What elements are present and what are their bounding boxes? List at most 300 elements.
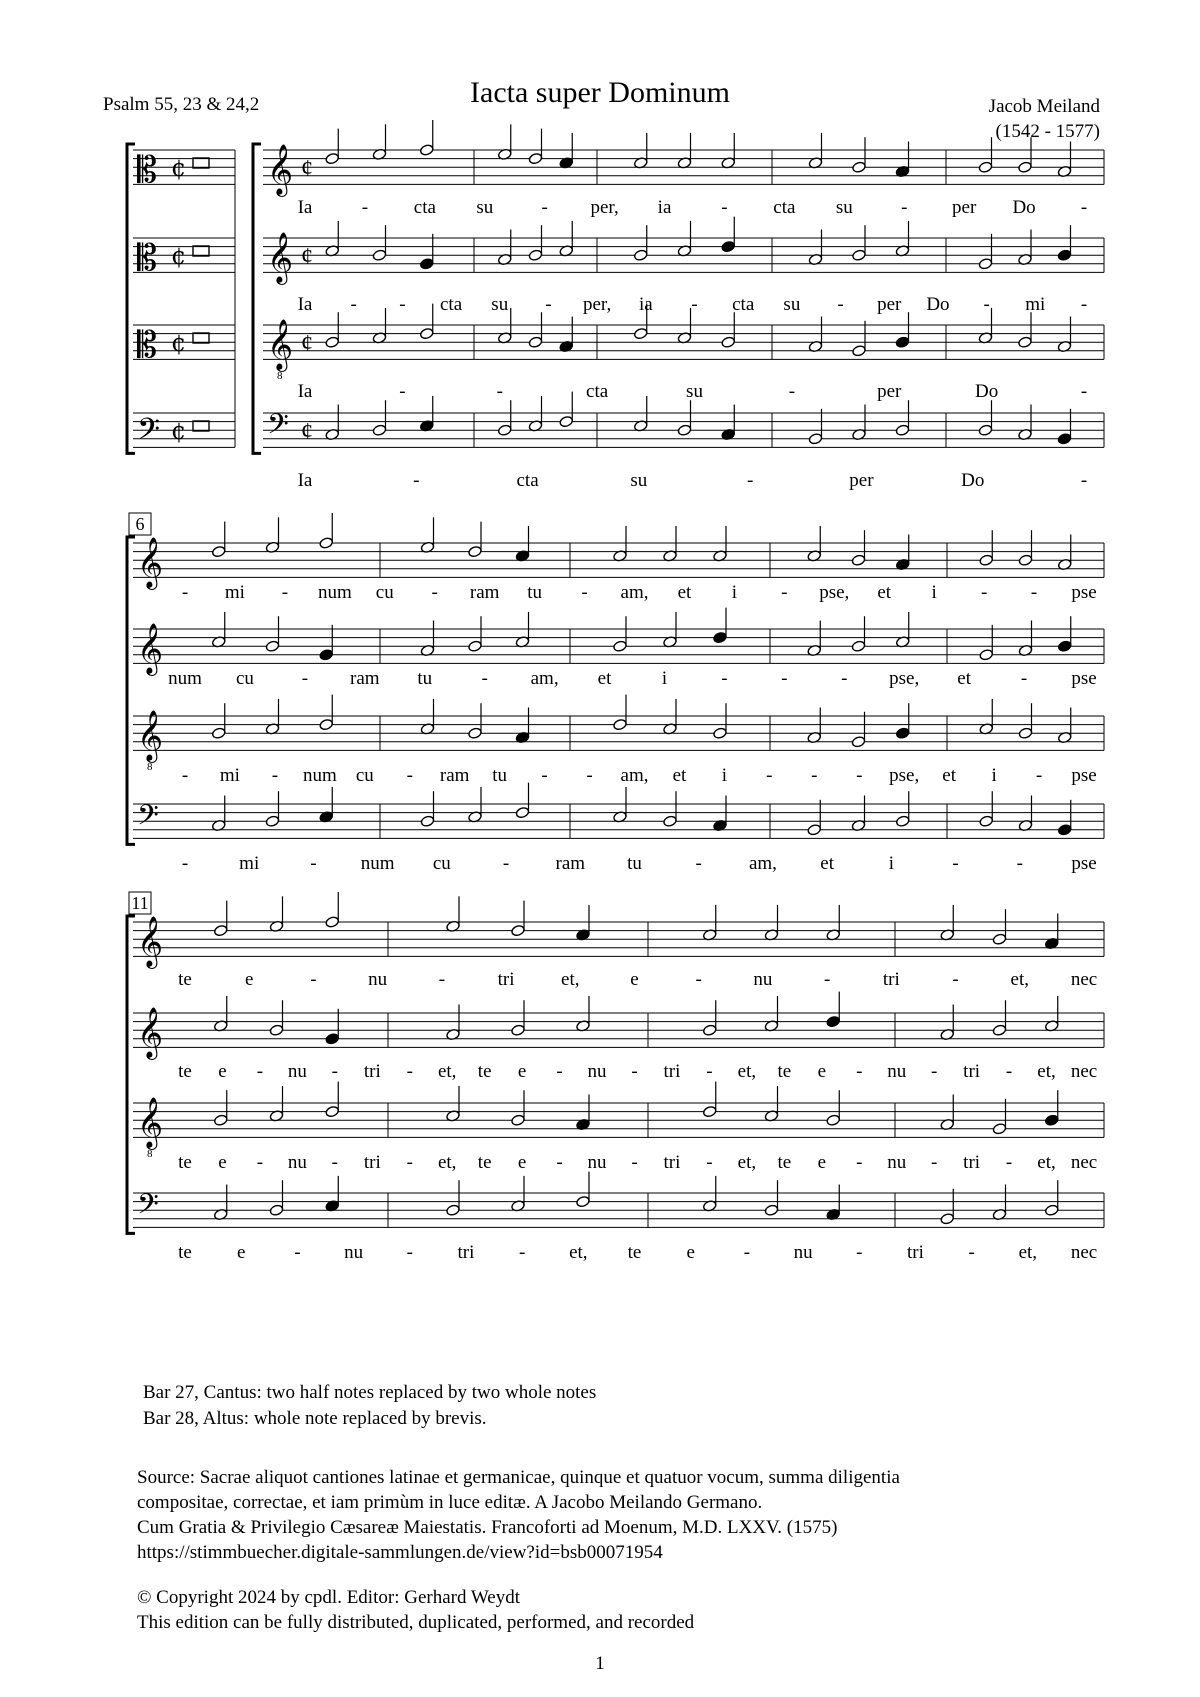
note-head [325,336,340,349]
lyric-syllable: per [877,381,902,402]
lyric-hyphen: - [331,1061,338,1082]
copyright-line: © Copyright 2024 by cpdl. Editor: Gerhard Weydt [137,1587,520,1608]
note-head [1057,824,1072,837]
lyric-hyphen: - [256,1152,264,1173]
lyric-hyphen: - [901,197,908,218]
lyric-syllable: et [672,765,687,786]
note-head [265,815,280,828]
note-head [721,240,736,253]
lyric-syllable: mi [224,582,245,603]
breve-note-icon [193,421,209,431]
lyric-hyphen: - [856,1242,863,1263]
lyric-syllable: am, [620,582,649,603]
lyric-hyphen: - [1035,765,1043,786]
lyric-syllable: pse, [819,582,850,603]
note-head [895,424,910,437]
note-head [419,327,434,340]
lyric-syllable: ram [350,668,380,689]
lyric-syllable: et [877,582,892,603]
lyric-hyphen: - [518,1242,526,1263]
score-system [127,513,1104,874]
note-head [1018,336,1033,349]
lyric-hyphen: - [301,668,309,689]
note-head [807,824,822,837]
note-head [851,554,866,567]
lyric-syllable: e [236,1242,246,1263]
lyric-syllable: ia [657,197,672,218]
note-head [826,1114,841,1127]
lyric-hyphen: - [837,294,844,315]
lyric-hyphen: - [746,470,754,491]
lyric-syllable: su [783,294,801,315]
lyric-syllable: mi [219,765,240,786]
lyric-syllable: tu [417,668,433,689]
lyric-hyphen: - [310,969,317,990]
note-head [1044,1204,1059,1217]
lyric-syllable: nu [887,1152,907,1173]
note-head [895,336,910,349]
lyric-syllable: Ia [297,470,313,491]
lyric-syllable: te [777,1061,792,1082]
lyric-syllable: e [517,1152,527,1173]
note-head [325,1033,340,1046]
note-head [419,144,434,157]
page-title: Iacta super Dominum [470,76,730,109]
note-head [764,1204,779,1217]
note-head [979,649,994,662]
lyric-syllable: tri [663,1152,681,1173]
treble-clef-icon: 𝄞 [137,916,164,967]
lyric-syllable: nu [753,969,773,990]
lyric-syllable: et [820,853,835,874]
treble-clef-icon: 𝄞 [267,232,294,283]
lyric-hyphen: - [350,294,357,315]
lyric-hyphen: - [406,765,413,786]
c-clef-icon: 𝄡 [137,238,158,279]
note-head [372,249,387,262]
lyric-syllable: te [178,969,192,990]
lyric-hyphen: - [399,381,406,402]
lyric-syllable: su [476,197,494,218]
lyric-syllable: num [317,582,352,603]
lyric-syllable: pse [1071,668,1097,689]
note-head [1057,640,1072,653]
lyric-hyphen: - [811,765,818,786]
lyric-syllable: num [360,853,395,874]
note-head [940,1213,955,1226]
lyric-syllable: cu [235,668,254,689]
lyric-syllable: i [931,582,937,603]
lyric-syllable: cu [355,765,374,786]
lyric-hyphen: - [1020,668,1028,689]
lyric-syllable: te [477,1152,492,1173]
lyric-syllable: nec [1070,1061,1098,1082]
source-line: Source: Sacrae aliquot cantiones latinae et germanicae, quinque et quatuor vocum, summa diligentia [137,1467,900,1488]
lyric-hyphen: - [181,853,189,874]
note-head [468,640,483,653]
breve-note-icon [193,246,209,256]
note-head [1018,161,1033,174]
lyric-syllable: nu [587,1061,607,1082]
lyric-hyphen: - [823,969,831,990]
editorial-note: Bar 28, Altus: whole note replaced by brevis. [143,1408,487,1429]
cut-time-icon: ¢ [301,156,313,182]
lyric-syllable: te [477,1061,492,1082]
lyric-syllable: su [630,470,648,491]
lyric-syllable: cu [375,582,394,603]
note-head [633,327,648,340]
lyric-syllable: Ia [297,197,313,218]
note-head [468,727,483,740]
lyric-syllable: et [677,582,692,603]
lyric-hyphen: - [331,1152,338,1173]
lyric-hyphen: - [281,582,289,603]
lyric-hyphen: - [361,197,369,218]
lyric-syllable: e [218,1152,227,1173]
lyric-hyphen: - [931,1061,938,1082]
note-head [211,545,226,558]
note-head [1057,249,1072,262]
cut-time-icon: ¢ [171,242,187,270]
lyric-syllable: nu [287,1061,307,1082]
lyric-hyphen: - [856,1152,863,1173]
composer-name: Jacob Meiland [988,96,1100,117]
lyric-hyphen: - [695,969,702,990]
composer-dates: (1542 - 1577) [995,121,1100,142]
editorial-note: Bar 27, Cantus: two half notes replaced by two whole notes [143,1382,597,1403]
note-head [319,649,334,662]
lyric-syllable: e [686,1242,695,1263]
measure-number: 11 [131,893,149,913]
lyric-syllable: nu [287,1152,307,1173]
lyric-syllable: Do [961,470,985,491]
lyric-hyphen: - [438,969,446,990]
lyric-syllable: per [952,197,977,218]
lyric-hyphen: - [721,668,728,689]
note-head [721,336,736,349]
lyric-hyphen: - [856,1061,863,1082]
octave-marker: 8 [147,1148,153,1160]
lyric-hyphen: - [413,470,420,491]
lyric-hyphen: - [406,1061,413,1082]
source-line: compositae, correctae, et iam primùm in luce editæ. A Jacobo Meilando Germano. [137,1492,763,1513]
treble-clef-icon: 𝄞 [137,537,164,588]
lyric-hyphen: - [1005,1061,1013,1082]
lyric-hyphen: - [1030,582,1038,603]
lyric-hyphen: - [431,582,438,603]
lyric-syllable: et, [437,1152,457,1173]
treble-clef-icon: 𝄞 [137,623,164,674]
treble-clef-icon: 𝄞 [267,319,294,370]
lyric-hyphen: - [766,765,773,786]
lyric-syllable: pse, [889,765,920,786]
lyric-hyphen: - [1080,197,1088,218]
lyric-syllable: e [244,969,254,990]
lyric-hyphen: - [952,853,959,874]
psalm-reference: Psalm 55, 23 & 24,2 [103,94,260,115]
measure-number: 6 [135,514,145,534]
note-head [497,424,512,437]
note-head [826,1015,841,1028]
lyric-syllable: tri [906,1242,924,1263]
lyric-hyphen: - [706,1061,713,1082]
note-head [325,1105,340,1118]
lyric-syllable: nu [368,969,388,990]
cut-time-icon: ¢ [171,417,187,445]
lyric-hyphen: - [980,582,988,603]
note-head [702,1024,717,1037]
lyric-syllable: Ia [297,381,313,402]
note-head [213,1114,228,1127]
lyric-syllable: am, [530,668,559,689]
lyric-syllable: su [686,381,703,402]
lyric-syllable: te [777,1152,792,1173]
treble-clef-icon: 𝄞 [137,1007,164,1058]
lyric-syllable: cta [586,381,609,402]
note-head [613,640,628,653]
lyric-hyphen: - [294,1242,301,1263]
note-head [325,152,340,165]
bass-clef-icon: 𝄢 [267,408,289,448]
lyric-syllable: per, [583,294,612,315]
lyric-hyphen: - [1005,1152,1013,1173]
lyric-hyphen: - [983,294,990,315]
breve-note-icon [193,158,209,168]
note-head [211,727,226,740]
lyric-syllable: pse, [889,668,920,689]
note-head [559,415,574,428]
note-head [979,554,994,567]
lyric-syllable: nu [793,1242,813,1263]
lyric-hyphen: - [743,1242,751,1263]
page-number: 1 [595,1653,605,1674]
lyric-syllable: tri [363,1061,381,1082]
lyric-hyphen: - [1080,381,1088,402]
lyric-hyphen: - [788,381,796,402]
lyric-hyphen: - [556,1152,563,1173]
lyric-syllable: e [630,969,639,990]
lyric-syllable: nu [344,1242,364,1263]
lyric-hyphen: - [856,765,863,786]
note-head [713,631,728,644]
lyric-hyphen: - [406,1152,413,1173]
lyric-syllable: et, [1018,1242,1038,1263]
lyric-syllable: am, [748,853,777,874]
note-head [325,916,340,929]
note-head [511,1114,526,1127]
lyric-syllable: per [849,470,874,491]
lyric-hyphen: - [952,969,959,990]
lyric-syllable: tri [457,1242,475,1263]
lyric-syllable: mi [239,853,260,874]
lyric-hyphen: - [781,582,788,603]
note-head [265,640,280,653]
lyric-syllable: ram [439,765,470,786]
source-citation [137,1465,1097,1565]
lyric-hyphen: - [1080,294,1088,315]
lyric-syllable: pse [1071,853,1097,874]
lyric-syllable: ia [638,294,653,315]
lyric-hyphen: - [502,853,510,874]
lyric-syllable: et, [437,1061,457,1082]
system-bracket [127,916,135,1233]
lyric-hyphen: - [581,582,588,603]
lyric-syllable: nec [1070,969,1098,990]
note-head [528,249,543,262]
lyric-syllable: num [168,668,202,689]
lyric-syllable: et [942,765,957,786]
lyric-hyphen: - [181,582,189,603]
lyric-syllable: pse [1071,582,1097,603]
lyric-syllable: e [817,1152,827,1173]
lyric-syllable: e [817,1061,827,1082]
lyric-syllable: cta [413,197,436,218]
octave-marker: 8 [277,370,283,382]
note-head [895,815,910,828]
lyric-syllable: cu [432,853,451,874]
lyric-hyphen: - [181,765,189,786]
lyric-syllable: i [991,765,997,786]
lyric-syllable: tri [963,1061,981,1082]
note-head [419,258,434,271]
bass-clef-icon: 𝄢 [137,1188,159,1228]
lyric-syllable: te [178,1152,192,1173]
note-head [511,924,526,937]
score-system [127,120,1104,491]
lyric-syllable: nu [887,1061,907,1082]
lyric-syllable: te [627,1242,642,1263]
lyric-syllable: i [721,765,728,786]
lyric-syllable: e [218,1061,227,1082]
octave-marker: 8 [147,761,153,773]
lyric-hyphen: - [781,668,788,689]
note-head [213,924,228,937]
note-head [1018,727,1033,740]
lyric-hyphen: - [541,765,548,786]
note-head [852,345,867,358]
lyric-syllable: am, [620,765,649,786]
bass-clef-icon: 𝄢 [137,799,159,839]
lyric-syllable: tri [963,1152,981,1173]
treble-clef-icon: 𝄞 [267,144,294,195]
note-head [851,736,866,749]
lyric-syllable: i [731,582,738,603]
note-head [319,718,334,731]
lyric-hyphen: - [631,1152,638,1173]
lyric-hyphen: - [841,668,848,689]
note-head [269,1024,284,1037]
lyric-syllable: num [302,765,337,786]
cut-time-icon: ¢ [301,419,313,445]
note-head [420,815,435,828]
lyric-syllable: te [178,1061,192,1082]
note-head [978,258,993,271]
note-head [979,815,994,828]
note-head [1044,1114,1059,1127]
system-bracket [127,144,135,453]
lyric-syllable: tri [882,969,900,990]
lyric-syllable: e [517,1061,527,1082]
lyric-syllable: ram [469,582,500,603]
lyric-syllable: nu [587,1152,607,1173]
note-head [992,1123,1007,1136]
lyric-syllable: per [877,294,902,315]
lyric-syllable: tri [497,969,515,990]
lyric-hyphen: - [1080,470,1088,491]
lyric-syllable: cta [732,294,755,315]
modern-bracket [253,144,261,453]
lyric-syllable: cta [439,294,463,315]
lyric-syllable: et [957,668,971,689]
lyric-hyphen: - [631,1061,638,1082]
note-head [319,537,334,550]
lyric-syllable: i [661,668,668,689]
note-head [576,1195,591,1208]
lyric-syllable: per, [590,197,619,218]
lyric-hyphen: - [695,853,702,874]
note-head [702,1105,717,1118]
treble-clef-icon: 𝄞 [137,710,164,761]
lyric-syllable: su [491,294,509,315]
lyric-hyphen: - [968,1242,975,1263]
note-head [528,336,543,349]
treble-clef-icon: 𝄞 [137,1097,164,1148]
lyric-hyphen: - [1016,853,1023,874]
source-line: Cum Gratia & Privilegio Cæsareæ Maiestatis. Francoforti ad Moenum, M.D. LXXV. (1575) [137,1517,838,1538]
lyric-syllable: et, [737,1152,757,1173]
cut-time-icon: ¢ [171,154,187,182]
note-head [269,1204,284,1217]
lyric-hyphen: - [721,197,728,218]
lyric-syllable: Do [1012,197,1036,218]
lyric-hyphen: - [931,1152,938,1173]
lyric-syllable: tu [492,765,508,786]
lyric-hyphen: - [481,668,488,689]
lyric-syllable: et, [737,1061,757,1082]
cut-time-icon: ¢ [171,329,187,357]
lyric-hyphen: - [406,1242,413,1263]
note-head [895,727,910,740]
note-head [978,424,993,437]
license-line: This edition can be fully distributed, duplicated, performed, and recorded [137,1612,695,1633]
note-head [852,249,867,262]
lyric-syllable: Do [926,294,950,315]
c-clef-icon: 𝄢 [137,413,161,454]
copyright-block [137,1585,694,1635]
note-head [677,424,692,437]
note-head [663,815,678,828]
c-clef-icon: 𝄡 [137,150,158,191]
lyric-syllable: tri [363,1152,381,1173]
note-head [511,1024,526,1037]
lyric-syllable: ram [555,853,586,874]
note-head [372,424,387,437]
note-head [713,727,728,740]
lyric-syllable: nec [1070,1152,1098,1173]
lyric-syllable: su [835,197,853,218]
lyric-syllable: et, [569,1242,588,1263]
note-head [978,161,993,174]
cut-time-icon: ¢ [301,331,313,357]
lyric-syllable: Ia [297,294,313,315]
lyric-hyphen: - [541,197,548,218]
lyric-syllable: mi [1025,294,1046,315]
note-head [528,152,543,165]
lyric-hyphen: - [256,1061,264,1082]
lyric-hyphen: - [691,294,698,315]
lyric-syllable: et, [1010,969,1030,990]
source-url: https://stimmbuecher.digitale-sammlungen.de/view?id=bsb00071954 [137,1542,663,1563]
